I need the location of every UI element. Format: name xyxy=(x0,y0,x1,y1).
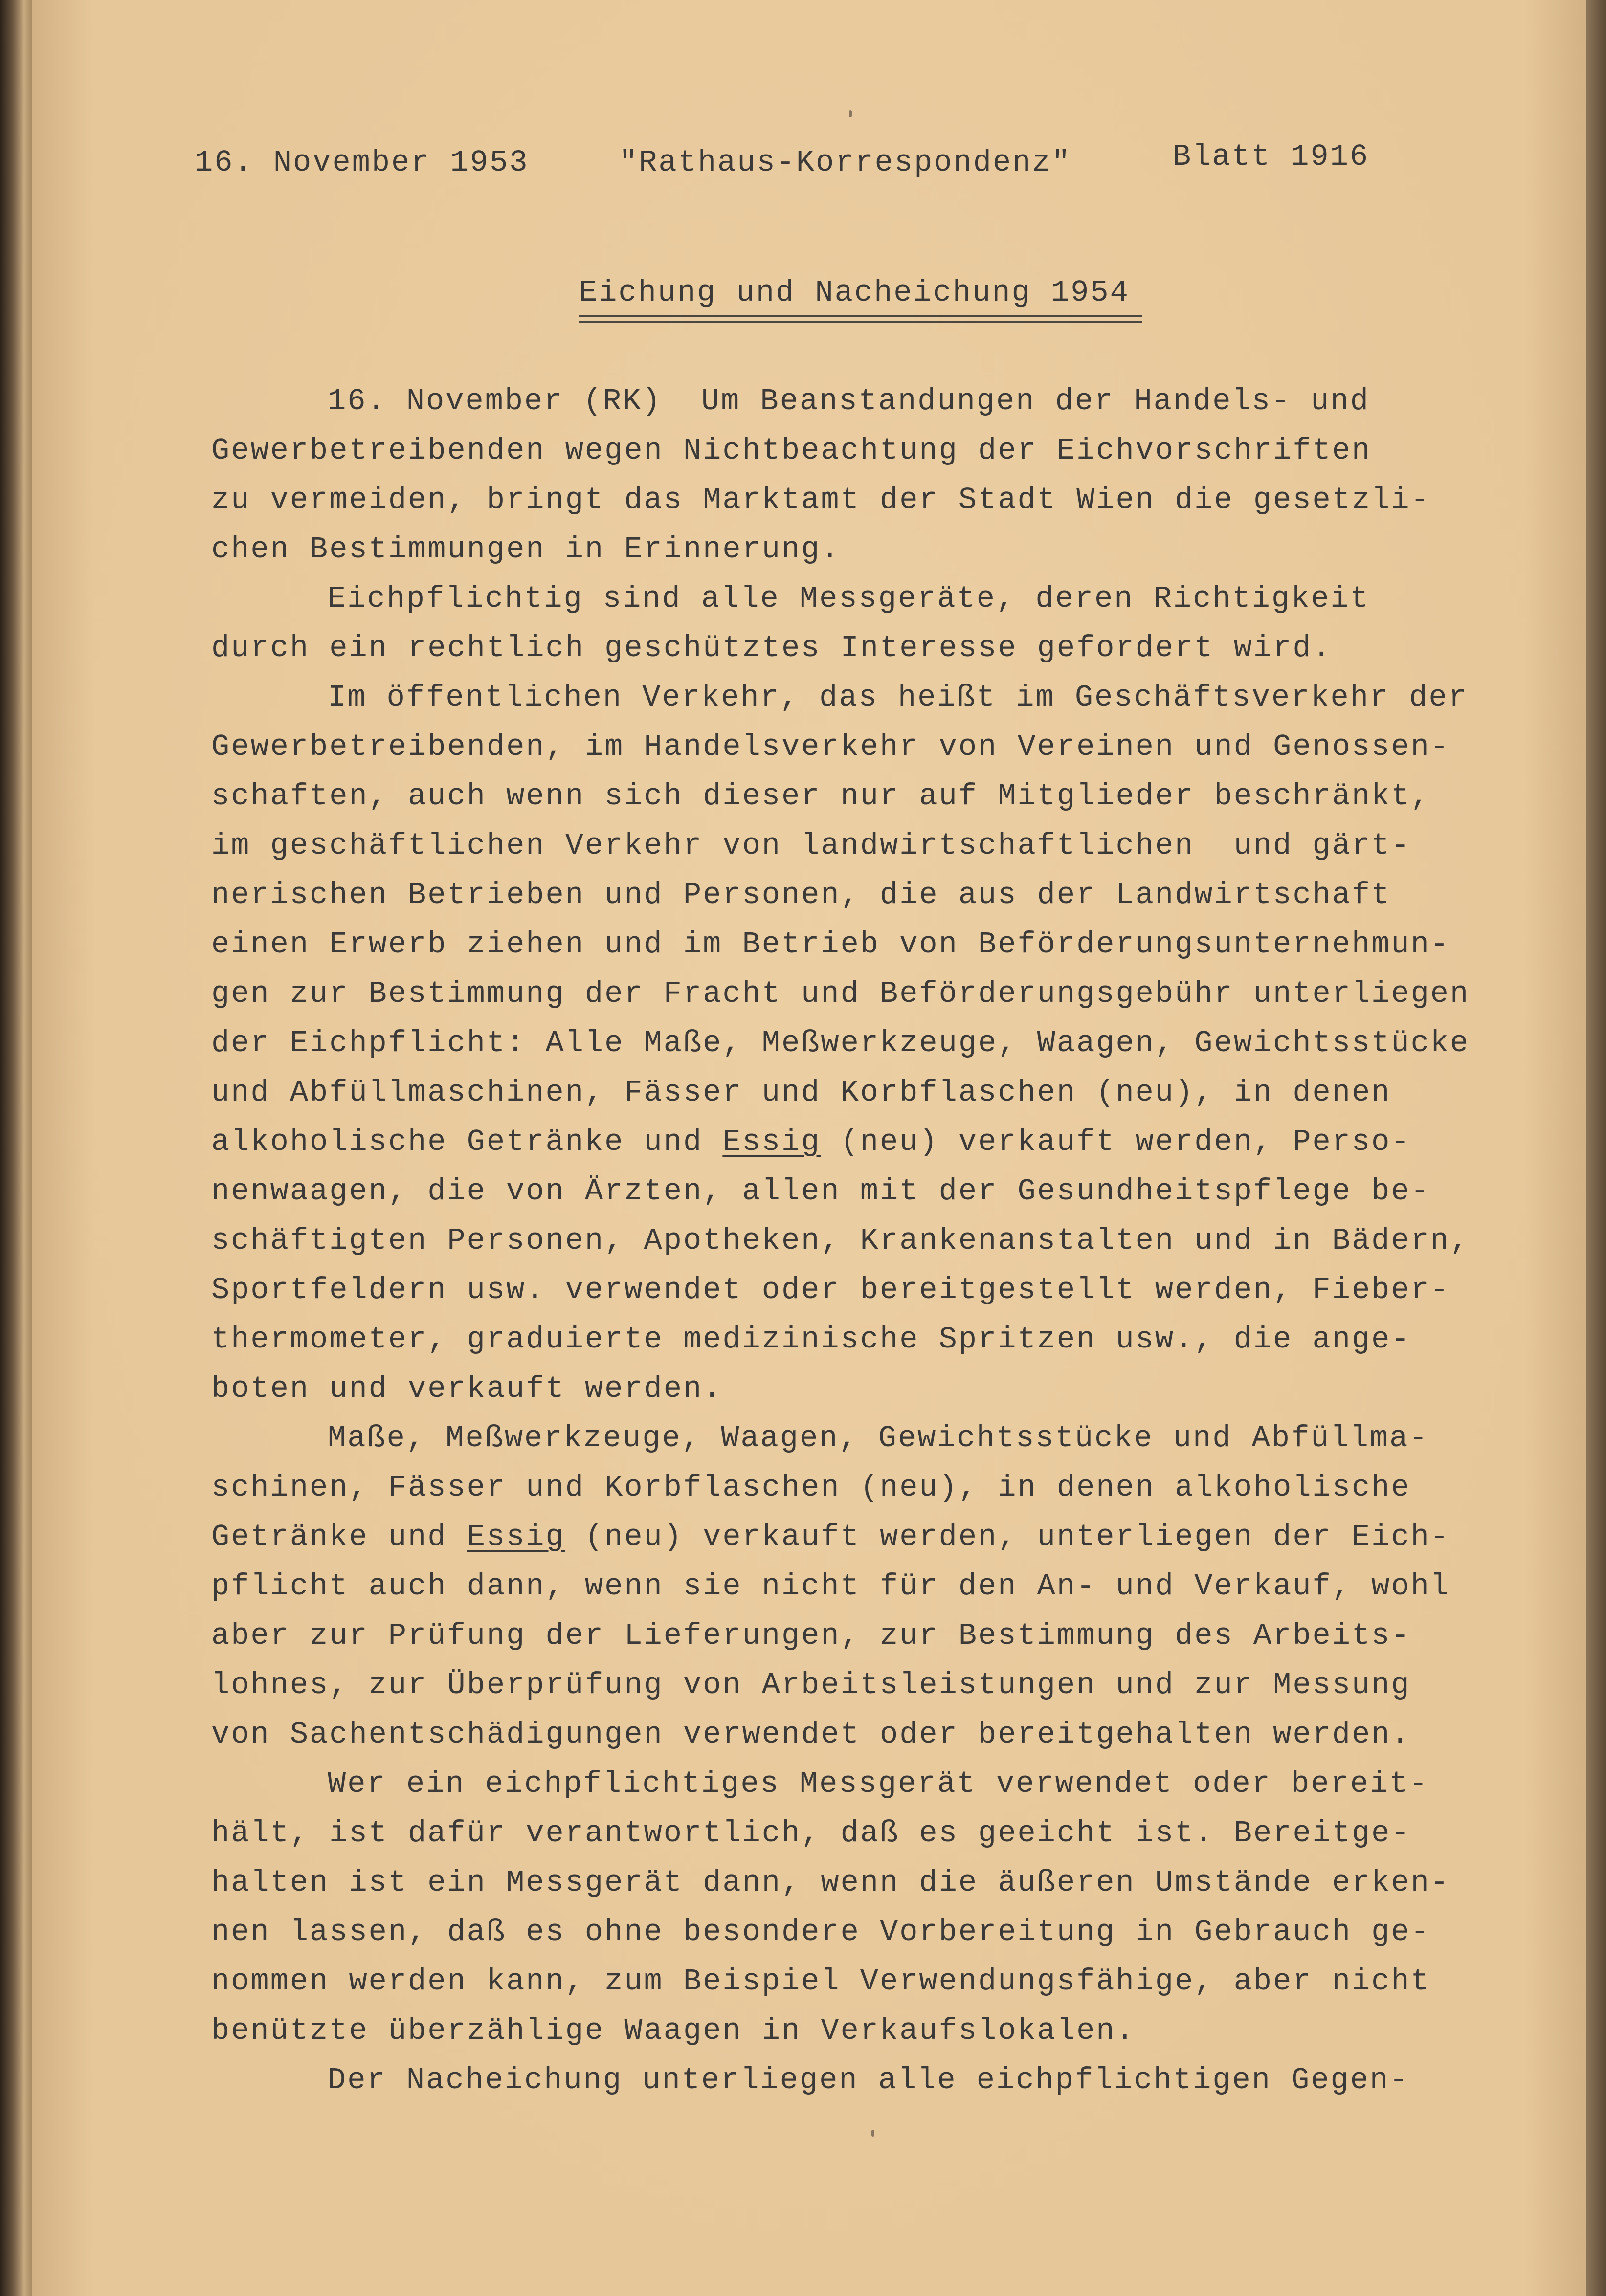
header-date: 16. November 1953 xyxy=(195,145,529,180)
text-line xyxy=(211,1512,1532,1562)
text-segment: (neu) verkauft werden, Perso- xyxy=(821,1125,1411,1159)
article-body xyxy=(211,376,1532,2105)
text-line: der Eichpflicht: Alle Maße, Meßwerkzeuge, Waagen, Gewichtsstücke xyxy=(211,1026,1470,1060)
paper-speck xyxy=(849,110,852,117)
page-edge xyxy=(1586,0,1606,2296)
header-publication: "Rathaus-Korrespondenz" xyxy=(619,145,1071,180)
text-line: schaften, auch wenn sich dieser nur auf Mitglieder beschränkt, xyxy=(211,779,1430,814)
text-line: nenwaagen, die von Ärzten, allen mit der Gesundheitspflege be- xyxy=(211,1174,1430,1209)
text-segment: (neu) verkauft werden, unterliegen der Eich- xyxy=(565,1520,1450,1554)
book-binding xyxy=(0,0,32,2296)
text-segment: alkoholische Getränke und xyxy=(211,1125,723,1159)
text-line: Eichpflichtig sind alle Messgeräte, deren Richtigkeit xyxy=(328,581,1370,616)
text-line: thermometer, graduierte medizinische Spritzen usw., die ange- xyxy=(211,1322,1411,1357)
text-segment: Getränke und xyxy=(211,1520,467,1554)
text-line: nen lassen, daß es ohne besondere Vorbereitung in Gebrauch ge- xyxy=(211,1915,1430,1949)
text-line: Sportfeldern usw. verwendet oder bereitgestellt werden, Fieber- xyxy=(211,1273,1450,1307)
text-line: von Sachentschädigungen verwendet oder bereitgehalten werden. xyxy=(211,1717,1411,1752)
underlined-word: Essig xyxy=(722,1125,821,1159)
text-line: boten und verkauft werden. xyxy=(211,1371,723,1406)
text-line: chen Bestimmungen in Erinnerung. xyxy=(211,532,841,567)
article-title: Eichung und Nacheichung 1954 xyxy=(579,275,1130,310)
title-double-rule xyxy=(579,315,1142,323)
text-line: Gewerbetreibenden, im Handelsverkehr von Vereinen und Genossen- xyxy=(211,729,1450,764)
text-line: Im öffentlichen Verkehr, das heißt im Geschäftsverkehr der xyxy=(328,680,1468,715)
text-line: Wer ein eichpflichtiges Messgerät verwendet oder bereit- xyxy=(328,1766,1429,1801)
text-line: aber zur Prüfung der Lieferungen, zur Bestimmung des Arbeits- xyxy=(211,1618,1411,1653)
text-line: schinen, Fässer und Korbflaschen (neu), in denen alkoholische xyxy=(211,1470,1411,1505)
text-line xyxy=(211,1117,1532,1167)
header-sheet-number: Blatt 1916 xyxy=(1173,139,1370,174)
text-line: einen Erwerb ziehen und im Betrieb von Beförderungsunternehmun- xyxy=(211,927,1450,962)
text-line: hält, ist dafür verantwortlich, daß es geeicht ist. Bereitge- xyxy=(211,1816,1411,1851)
text-line: benützte überzählige Waagen in Verkaufslokalen. xyxy=(211,2013,1136,2048)
text-line: im geschäftlichen Verkehr von landwirtschaftlichen und gärt- xyxy=(211,828,1411,863)
text-line: Der Nacheichung unterliegen alle eichpflichtigen Gegen- xyxy=(328,2063,1409,2097)
text-line: halten ist ein Messgerät dann, wenn die äußeren Umstände erken- xyxy=(211,1865,1450,1900)
underlined-word: Essig xyxy=(467,1520,565,1554)
text-line: Gewerbetreibenden wegen Nichtbeachtung der Eichvorschriften xyxy=(211,433,1372,468)
text-line: Maße, Meßwerkzeuge, Waagen, Gewichtsstücke und Abfüllma- xyxy=(328,1421,1429,1456)
document-page xyxy=(32,0,1586,2296)
text-line: nerischen Betrieben und Personen, die aus der Landwirtschaft xyxy=(211,878,1391,912)
text-line: schäftigten Personen, Apotheken, Krankenanstalten und in Bädern, xyxy=(211,1223,1470,1258)
paper-speck xyxy=(871,2130,874,2137)
text-line: lohnes, zur Überprüfung von Arbeitsleistungen und zur Messung xyxy=(211,1668,1411,1702)
text-line: gen zur Bestimmung der Fracht und Beförderungsgebühr unterliegen xyxy=(211,976,1470,1011)
text-line: durch ein rechtlich geschütztes Interesse gefordert wird. xyxy=(211,631,1332,665)
text-line: und Abfüllmaschinen, Fässer und Korbflaschen (neu), in denen xyxy=(211,1075,1391,1110)
text-line: zu vermeiden, bringt das Marktamt der Stadt Wien die gesetzli- xyxy=(211,483,1430,517)
text-line: pflicht auch dann, wenn sie nicht für den An- und Verkauf, wohl xyxy=(211,1569,1450,1604)
text-line: nommen werden kann, zum Beispiel Verwendungsfähige, aber nicht xyxy=(211,1964,1430,1999)
text-line: 16. November (RK) Um Beanstandungen der Handels- und xyxy=(328,384,1370,419)
